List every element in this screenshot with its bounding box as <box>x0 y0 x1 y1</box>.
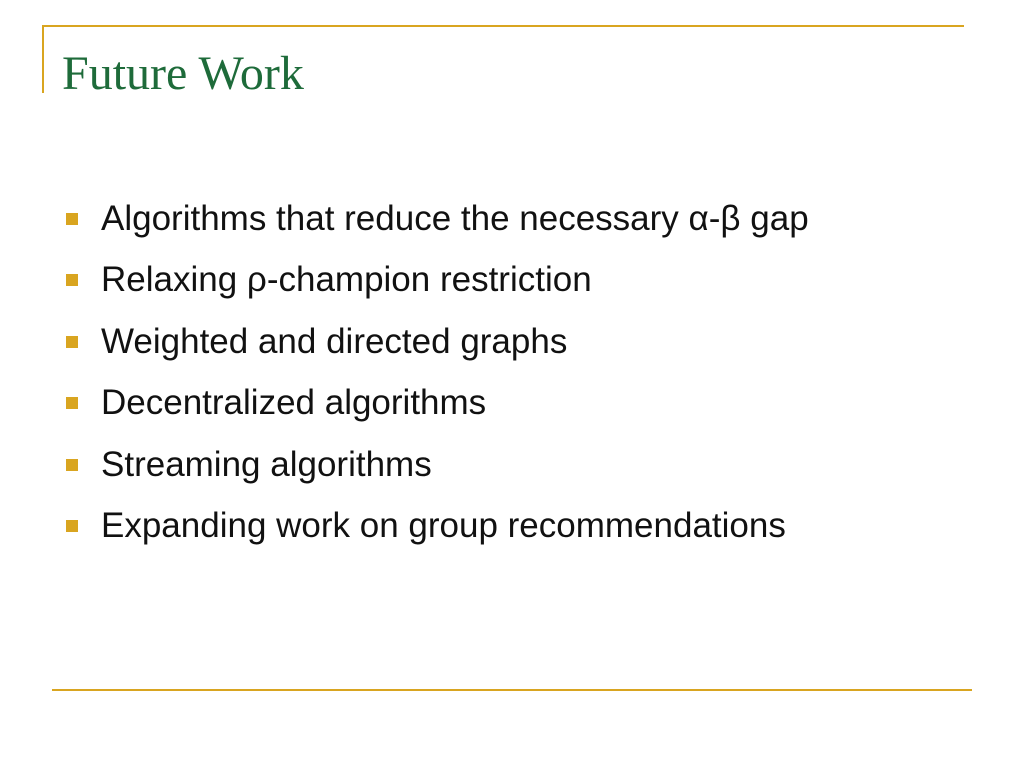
bullet-item <box>66 250 809 312</box>
bullet-text: Relaxing ρ-champion restriction <box>101 260 592 300</box>
footer-divider <box>52 689 972 691</box>
bullet-item <box>66 311 809 373</box>
bullet-item <box>66 496 809 558</box>
bullet-item <box>66 188 809 250</box>
bullet-text: Algorithms that reduce the necessary α-β gap <box>101 198 809 238</box>
square-bullet-icon <box>66 213 78 225</box>
title-bracket-vertical-rule <box>42 25 44 93</box>
square-bullet-icon <box>66 274 78 286</box>
title-bracket-top-rule <box>42 25 964 27</box>
bullet-list <box>66 188 809 557</box>
bullet-text: Weighted and directed graphs <box>101 321 568 361</box>
square-bullet-icon <box>66 336 78 348</box>
bullet-text: Streaming algorithms <box>101 444 432 484</box>
square-bullet-icon <box>66 520 78 532</box>
slide-title: Future Work <box>62 47 304 100</box>
bullet-text: Decentralized algorithms <box>101 383 487 423</box>
bullet-item <box>66 373 809 435</box>
square-bullet-icon <box>66 459 78 471</box>
bullet-text: Expanding work on group recommendations <box>101 506 786 546</box>
square-bullet-icon <box>66 397 78 409</box>
bullet-item <box>66 434 809 496</box>
